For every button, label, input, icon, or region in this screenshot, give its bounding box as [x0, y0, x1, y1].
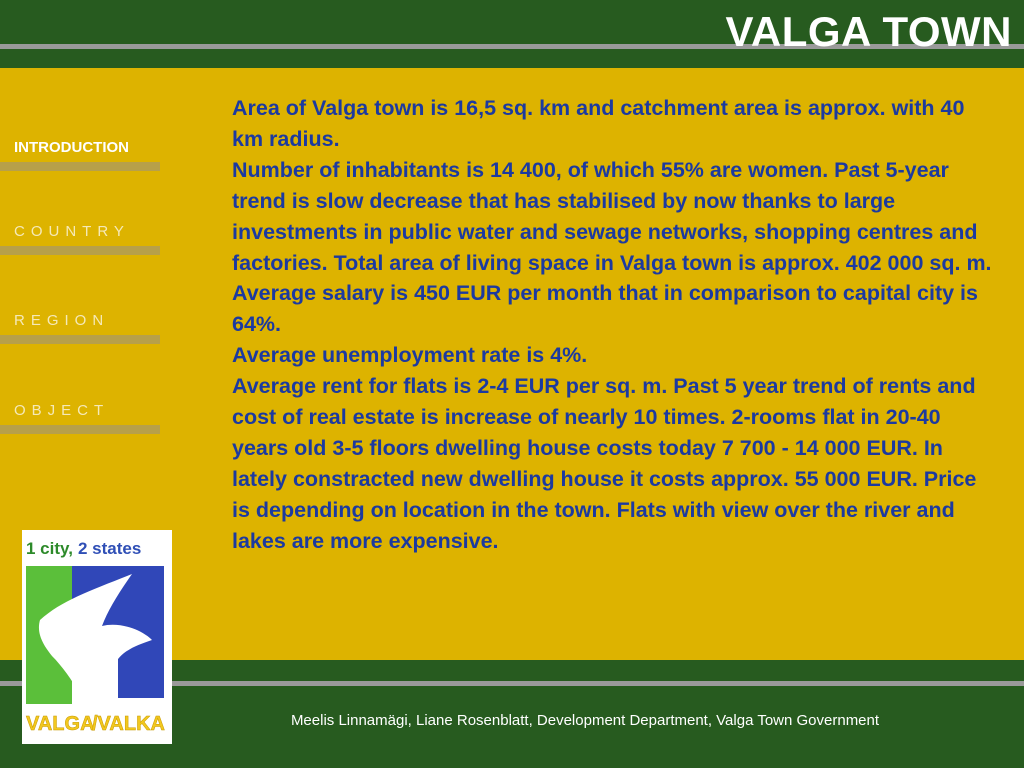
logo-text-city: 1 city,: [26, 539, 73, 558]
nav-item-country[interactable]: COUNTRY: [14, 223, 130, 240]
nav-divider: [0, 246, 160, 255]
footer-credits: Meelis Linnamägi, Liane Rosenblatt, Development Department, Valga Town Government: [290, 712, 880, 729]
logo-text-valka: /VALKA: [92, 713, 165, 735]
nav-item-object[interactable]: OBJECT: [14, 402, 110, 419]
paragraph-unemployment: Average unemployment rate is 4%.: [232, 343, 588, 368]
paragraph-area: Area of Valga town is 16,5 sq. km and catchment area is approx. with 40 km radius.: [232, 96, 965, 151]
page-title: VALGA TOWN: [725, 8, 1012, 55]
nav-item-introduction[interactable]: INTRODUCTION: [14, 139, 129, 156]
nav-divider: [0, 335, 160, 344]
logo-text-valga: VALGA: [26, 713, 95, 735]
paragraph-inhabitants: Number of inhabitants is 14 400, of which 55% are women. Past 5-year trend is slow decrease that has stabilised by now thanks to large investments in public water and sewage networks, shopping centres and factories. Total area of living space in Valga town is approx. 402 000 sq. m.: [232, 157, 992, 275]
nav-divider: [0, 425, 160, 434]
paragraph-rent: Average rent for flats is 2-4 EUR per sq. m. Past 5 year trend of rents and cost of real estate is increase of nearly 10 times. 2-rooms flat in 20-40 years old 3-5 floors dwelling house costs today 7 700 - 14 000 EUR. In lately constracted new dwelling house it costs approx. 55 000 EUR. Price is depending on location in the town. Flats with view over the river and lakes are more expensive.: [232, 374, 977, 553]
logo-text-states: 2 states: [78, 539, 142, 558]
nav-divider: [0, 162, 160, 171]
paragraph-salary: Average salary is 450 EUR per month that in comparison to capital city is 64%.: [232, 281, 978, 337]
nav-item-region[interactable]: REGION: [14, 312, 110, 329]
content-text: [232, 93, 992, 557]
